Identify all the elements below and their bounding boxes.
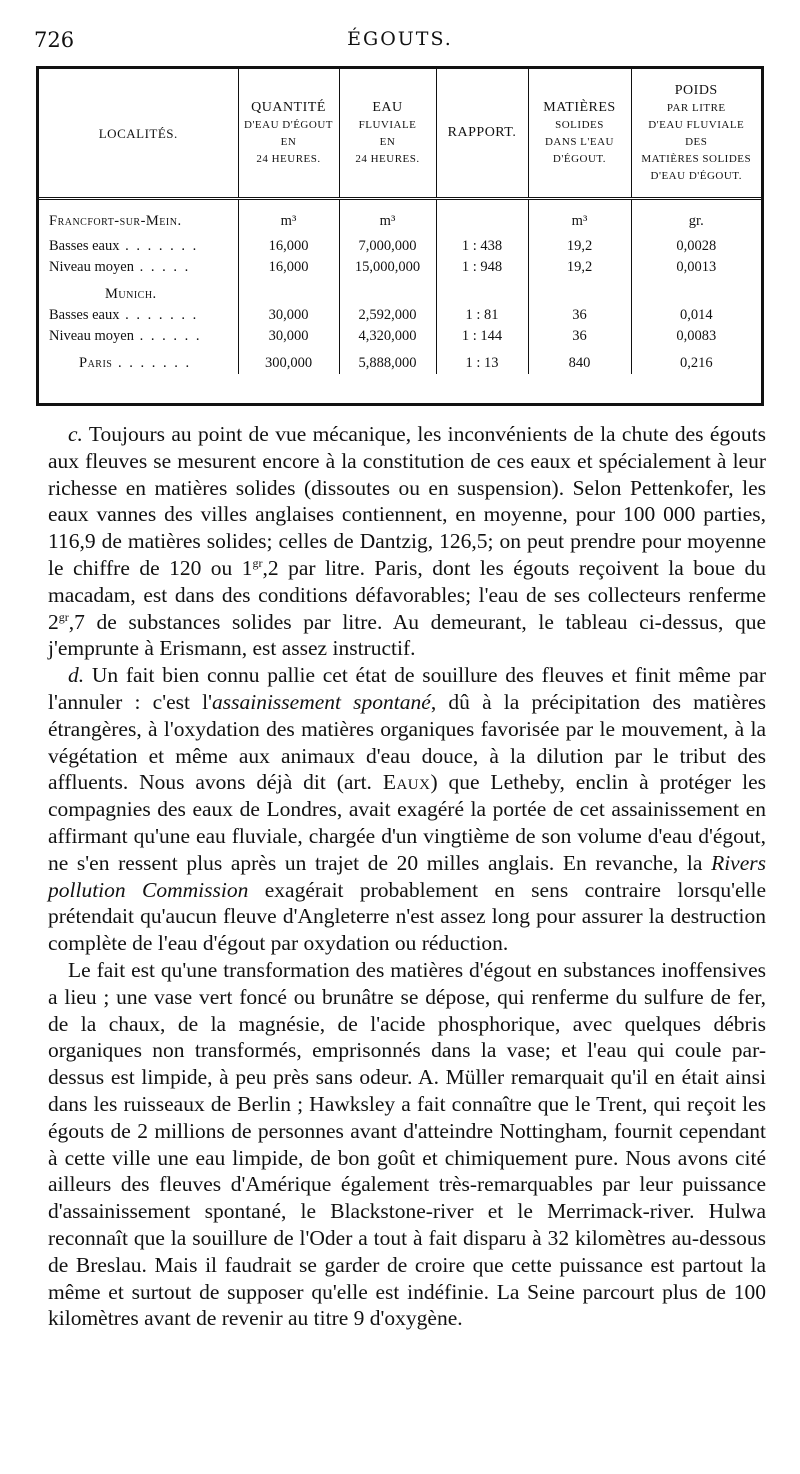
solids-cell: 19,2 [528,257,631,278]
table-row: Niveau moyen . . . . . 16,000 15,000,000 1 : 948 19,2 0,0013 [39,257,761,278]
cross-reference: Eaux [382,770,431,795]
page-number: 726 [34,28,75,52]
city-label-frankfurt: Francfort-sur-Mein. [49,212,182,229]
weight-cell: 0,0028 [631,236,761,257]
river-cell: 7,000,000 [339,236,436,257]
paragraph-marker: c. [68,422,83,446]
body-text [48,421,766,1332]
weight-cell: 0,0013 [631,257,761,278]
running-title: ÉGOUTS. [347,28,453,50]
sewage-cell: 30,000 [238,305,339,326]
col-header-eau-fluviale: EAU FLUVIALE EN 24 HEURES. [339,69,436,199]
sewage-cell: 30,000 [238,326,339,347]
weight-cell: 0,014 [631,305,761,326]
weight-cell: 0,0083 [631,326,761,347]
emphasis: Rivers pollution Commission [48,850,766,902]
sewage-cell: 300,000 [238,347,339,374]
col-header-poids: POIDS PAR LITRE D'EAU FLUVIALE DES MATIÈRES SOLIDES D'EAU D'ÉGOUT. [631,69,761,199]
col-header-matieres: MATIÈRES SOLIDES DANS L'EAU D'ÉGOUT. [528,69,631,199]
city-label-munich: Munich. [105,286,157,302]
ratio-cell: 1 : 81 [436,305,528,326]
paragraph-c: c. Toujours au point de vue mécanique, les inconvénients de la chute des égouts aux fleuves se mesurent encore à la constitution de ces eaux et spécialement à leur richesse en matières solides (dissoutes ou en suspension). Selon Pettenkofer, les eaux vannes des villes anglaises contiennent, en moyenne, pour 100 000 parties, 116,9 de matières solides; celles de Dantzig, 126,5; on peut prendre pour moyenne le chiffre de 120 ou $1^{gr},2$ par litre. Paris, dont les égouts reçoivent la boue du macadam, est dans des conditions défavorables; l'eau de ses collecteurs renferme $2^{gr},7$ de substances solides par litre. Au demeurant, le tableau ci-dessus, que j'emprunte à Erismann, est assez instructif. [48,422,766,661]
unit-weight: gr. [631,199,761,237]
table-row: Niveau moyen . . . . . . 30,000 4,320,000 1 : 144 36 0,0083 [39,326,761,347]
locality-cell: Basses eaux [49,307,120,323]
table-row: Basses eaux . . . . . . . 16,000 7,000,000 1 : 438 19,2 0,0028 [39,236,761,257]
locality-cell: Basses eaux [49,238,120,254]
solids-cell: 36 [528,326,631,347]
sewage-table [36,66,764,406]
col-header-rapport: RAPPORT. [436,69,528,199]
sewage-cell: 16,000 [238,257,339,278]
col-header-quantite: QUANTITÉ D'EAU D'ÉGOUT EN 24 HEURES. [238,69,339,199]
ratio-cell: 1 : 948 [436,257,528,278]
solids-cell: 36 [528,305,631,326]
locality-cell: Paris [79,355,113,371]
ratio-cell: 1 : 144 [436,326,528,347]
solids-cell: 19,2 [528,236,631,257]
col-header-localites: LOCALITÉS. [39,69,238,199]
unit-solids: m³ [528,199,631,237]
page-header [34,28,766,58]
river-cell: 15,000,000 [339,257,436,278]
river-cell: 5,888,000 [339,347,436,374]
paragraph-transformation: Le fait est qu'une transformation des matières d'égout en substances inoffensives a lieu ; une vase vert foncé ou brunâtre se dépose, qui renferme du sulfure de fer, de la chaux, de la magnésie, de l'acide phosphorique, avec quelques débris organiques non transformés, emprisonnés dans la vase; et l'eau qui coule par-dessus est limpide, à peu près sans odeur. A. Müller remarquait qu'il en était ainsi dans les ruisseaux de Berlin ; Hawksley a fait connaître que le Trent, qui reçoit les égouts de 2 millions de personnes avant d'atteindre Nottingham, fournit cependant à cette ville une eau limpide, de bon goût et chimiquement pure. Nous avons cité ailleurs des fleuves d'Amérique également très-remarquables par leur puissance d'assainissement spontané, le Blackstone-river et le Merrimack-river. Hulwa reconnaît que la souillure de l'Oder a tout à fait disparu à 32 kilomètres au-dessous de Breslau. Mais il faudrait se garder de croire que cette puissance est partout la même et surtout de supposer qu'elle est indéfinie. La Seine parcourt plus de 100 kilomètres avant de revenir au titre 9 d'oxygène. [48,957,766,1331]
table-row: Basses eaux . . . . . . . 30,000 2,592,000 1 : 81 36 0,014 [39,305,761,326]
ratio-cell: 1 : 438 [436,236,528,257]
locality-cell: Niveau moyen [49,328,134,344]
paragraph-marker: d. [68,663,85,688]
river-cell: 2,592,000 [339,305,436,326]
unit-river: m³ [339,199,436,237]
unit-sewage: m³ [238,199,339,237]
river-cell: 4,320,000 [339,326,436,347]
sewage-cell: 16,000 [238,236,339,257]
table-header-row [39,69,761,199]
weight-cell: 0,216 [631,347,761,374]
emphasis: assainissement spontané [212,689,431,714]
ratio-cell: 1 : 13 [436,347,528,374]
table-row: Paris . . . . . . . 300,000 5,888,000 1 : 13 840 0,216 [39,347,761,374]
solids-cell: 840 [528,347,631,374]
table-row-units [39,199,761,237]
locality-cell: Niveau moyen [49,259,134,275]
table-row-munich-label [39,278,761,305]
unit-ratio [436,199,528,237]
paragraph-d: d. Un fait bien connu pallie cet état de souillure des fleuves et finit même par l'annuler : c'est l'assainissement spontané, dû à la précipitation des matières étrangères, à l'oxydation des matières organiques favorisée par le mouvement, à la végétation et même aux animaux d'eau douce, à la dilution par le tribut des affluents. Nous avons déjà dit (art. Eaux) que Letheby, enclin à protéger les compagnies des eaux de Londres, avait exagéré la portée de cet assainissement en affirmant qu'une eau fluviale, chargée d'un vingtième de son volume d'eau d'égout, ne s'en ressent plus après un trajet de 20 milles anglais. En revanche, la Rivers pollution Commission exagérait probablement en sens contraire lorsqu'elle prétendait qu'aucun fleuve d'Angleterre n'est assez long pour assurer la destruction complète de l'eau d'égout par oxydation ou réduction. [48,663,767,956]
